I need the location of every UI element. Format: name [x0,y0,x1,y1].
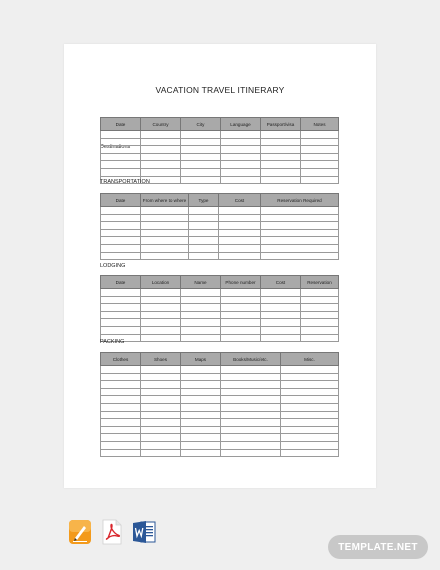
table-cell[interactable] [301,161,339,169]
table-cell[interactable] [261,138,301,146]
table-cell[interactable] [141,252,189,260]
pdf-icon[interactable] [100,519,124,545]
table-cell[interactable] [221,138,261,146]
lodging-table [100,275,339,342]
table-cell[interactable] [221,168,261,176]
table-cell[interactable] [181,373,221,381]
table-cell[interactable] [181,381,221,389]
table-cell[interactable] [141,289,181,297]
table-cell[interactable] [301,153,339,161]
table-cell[interactable] [261,229,339,237]
table-cell[interactable] [221,311,261,319]
table-row [101,229,339,237]
table-cell[interactable] [261,296,301,304]
table-cell[interactable] [141,388,181,396]
table-cell[interactable] [181,131,221,139]
table-cell[interactable] [221,161,261,169]
table-cell[interactable] [101,138,141,146]
table-cell[interactable] [189,237,219,245]
table-cell[interactable] [141,168,181,176]
table-header-row [101,118,339,131]
table-cell[interactable] [281,373,339,381]
table-cell[interactable] [281,396,339,404]
table-row [101,244,339,252]
table-header-row [101,194,339,207]
packing-table [100,352,339,457]
transportation-table [100,193,339,260]
document-title: VACATION TRAVEL ITINERARY [155,85,285,95]
table-cell[interactable] [101,434,141,442]
table-row [101,214,339,222]
table-cell[interactable] [141,237,189,245]
destinations-table [100,117,339,184]
table-row [101,153,339,161]
table-row [101,146,339,154]
table-row [101,373,339,381]
table-cell[interactable] [281,449,339,457]
table-cell[interactable] [261,207,339,215]
table-row [101,434,339,442]
table-cell[interactable] [141,373,181,381]
table-row [101,131,339,139]
table-cell[interactable] [181,289,221,297]
table-cell[interactable] [281,411,339,419]
table-row [101,419,339,427]
column-header: From where to where [141,194,189,207]
column-header: Name [181,276,221,289]
table-cell[interactable] [101,131,141,139]
table-cell[interactable] [221,426,281,434]
table-cell[interactable] [101,214,141,222]
table-cell[interactable] [181,366,221,374]
table-cell[interactable] [141,131,181,139]
column-header: Reservation [301,276,339,289]
table-cell[interactable] [181,449,221,457]
table-cell[interactable] [141,311,181,319]
table-cell[interactable] [221,396,281,404]
table-cell[interactable] [141,146,181,154]
table-cell[interactable] [101,168,141,176]
table-cell[interactable] [101,161,141,169]
column-header: Type [189,194,219,207]
table-cell[interactable] [261,214,339,222]
table-cell[interactable] [141,244,189,252]
table-cell[interactable] [101,366,141,374]
table-cell[interactable] [101,146,141,154]
column-header: Notes [301,118,339,131]
table-row [101,289,339,297]
section-label-transportation: TRANSPORTATION [100,179,150,185]
table-row [101,441,339,449]
table-cell[interactable] [261,319,301,327]
table-cell[interactable] [101,419,141,427]
table-row [101,296,339,304]
table-cell[interactable] [221,304,261,312]
table-cell[interactable] [261,153,301,161]
table-cell[interactable] [261,289,301,297]
column-header: Maps [181,353,221,366]
table-cell[interactable] [189,214,219,222]
table-row [101,403,339,411]
table-cell[interactable] [181,319,221,327]
table-row [101,161,339,169]
table-cell[interactable] [101,296,141,304]
table-cell[interactable] [301,326,339,334]
table-cell[interactable] [141,334,181,342]
table-cell[interactable] [141,207,189,215]
table-cell[interactable] [101,381,141,389]
table-cell[interactable] [101,403,141,411]
column-header: Date [101,276,141,289]
table-cell[interactable] [261,334,301,342]
table-cell[interactable] [141,381,181,389]
brand-badge[interactable]: TEMPLATE.NET [328,535,428,559]
column-header: Phone number [221,276,261,289]
table-cell[interactable] [141,319,181,327]
table-cell[interactable] [301,138,339,146]
table-cell[interactable] [181,168,221,176]
table-row [101,411,339,419]
column-header: Language [221,118,261,131]
table-cell[interactable] [221,434,281,442]
table-row [101,396,339,404]
table-row [101,207,339,215]
table-cell[interactable] [101,426,141,434]
column-header: Reservation Required [261,194,339,207]
table-cell[interactable] [141,296,181,304]
table-row [101,252,339,260]
table-row [101,304,339,312]
table-cell[interactable] [281,426,339,434]
table-cell[interactable] [101,388,141,396]
table-cell[interactable] [181,396,221,404]
table-cell[interactable] [101,244,141,252]
table-cell[interactable] [221,319,261,327]
table-cell[interactable] [181,441,221,449]
table-cell[interactable] [141,153,181,161]
table-cell[interactable] [281,403,339,411]
table-cell[interactable] [181,411,221,419]
table-cell[interactable] [181,176,221,184]
column-header: Cost [219,194,261,207]
column-header: Clothes [101,353,141,366]
format-icons [68,519,156,545]
column-header: Location [141,276,181,289]
column-header: Cost [261,276,301,289]
table-row [101,388,339,396]
table-cell[interactable] [141,326,181,334]
table-cell[interactable] [301,296,339,304]
table-cell[interactable] [141,419,181,427]
table-cell[interactable] [221,449,281,457]
table-cell[interactable] [219,207,261,215]
table-cell[interactable] [181,138,221,146]
table-cell[interactable] [181,419,221,427]
table-cell[interactable] [261,131,301,139]
section-label-lodging: LODGING [100,263,126,269]
pages-icon[interactable] [68,519,92,545]
table-cell[interactable] [301,319,339,327]
table-cell[interactable] [141,449,181,457]
table-cell[interactable] [221,441,281,449]
table-cell[interactable] [281,388,339,396]
table-cell[interactable] [181,388,221,396]
table-cell[interactable] [141,434,181,442]
table-cell[interactable] [301,289,339,297]
column-header: Date [101,118,141,131]
column-header: City [181,118,221,131]
table-cell[interactable] [141,214,189,222]
table-cell[interactable] [221,403,281,411]
table-cell[interactable] [189,229,219,237]
table-cell[interactable] [301,146,339,154]
table-cell[interactable] [221,334,261,342]
table-cell[interactable] [181,311,221,319]
table-cell[interactable] [141,441,181,449]
table-cell[interactable] [101,252,141,260]
table-cell[interactable] [261,326,301,334]
table-cell[interactable] [189,252,219,260]
table-cell[interactable] [141,304,181,312]
table-cell[interactable] [101,153,141,161]
table-row [101,381,339,389]
table-row [101,366,339,374]
table-cell[interactable] [261,176,301,184]
table-cell[interactable] [141,161,181,169]
table-cell[interactable] [281,381,339,389]
table-cell[interactable] [221,131,261,139]
table-cell[interactable] [221,289,261,297]
table-cell[interactable] [101,289,141,297]
table-cell[interactable] [189,222,219,230]
table-cell[interactable] [181,434,221,442]
table-row [101,237,339,245]
table-cell[interactable] [101,373,141,381]
table-cell[interactable] [141,396,181,404]
table-row [101,138,339,146]
table-cell[interactable] [101,326,141,334]
table-cell[interactable] [181,296,221,304]
table-cell[interactable] [101,304,141,312]
table-cell[interactable] [301,304,339,312]
table-cell[interactable] [141,229,189,237]
table-cell[interactable] [181,334,221,342]
table-cell[interactable] [221,296,261,304]
table-row [101,311,339,319]
table-cell[interactable] [219,222,261,230]
table-cell[interactable] [181,426,221,434]
table-cell[interactable] [281,441,339,449]
table-cell[interactable] [141,426,181,434]
table-cell[interactable] [221,176,261,184]
table-cell[interactable] [101,229,141,237]
table-cell[interactable] [101,441,141,449]
table-cell[interactable] [101,311,141,319]
column-header: Shoes [141,353,181,366]
table-cell[interactable] [301,168,339,176]
table-cell[interactable] [101,207,141,215]
table-cell[interactable] [101,396,141,404]
table-cell[interactable] [281,366,339,374]
table-cell[interactable] [101,319,141,327]
table-cell[interactable] [181,403,221,411]
word-icon[interactable] [132,519,156,545]
table-cell[interactable] [261,168,301,176]
table-header-row [101,276,339,289]
document-page [64,44,376,488]
table-cell[interactable] [189,244,219,252]
table-row [101,334,339,342]
table-cell[interactable] [141,403,181,411]
table-header-row [101,353,339,366]
table-cell[interactable] [181,153,221,161]
table-cell[interactable] [261,222,339,230]
table-cell[interactable] [221,381,281,389]
column-header: Misc. [281,353,339,366]
table-cell[interactable] [261,146,301,154]
section-label-packing: PACKING [100,339,125,345]
table-cell[interactable] [181,304,221,312]
table-row [101,449,339,457]
table-cell[interactable] [221,373,281,381]
table-cell[interactable] [181,326,221,334]
table-cell[interactable] [141,366,181,374]
table-cell[interactable] [221,388,281,396]
table-cell[interactable] [101,237,141,245]
table-cell[interactable] [301,334,339,342]
table-cell[interactable] [221,146,261,154]
table-row [101,426,339,434]
table-cell[interactable] [141,222,189,230]
table-cell[interactable] [261,252,339,260]
table-cell[interactable] [219,237,261,245]
table-cell[interactable] [219,214,261,222]
table-cell[interactable] [181,146,221,154]
table-cell[interactable] [281,419,339,427]
table-cell[interactable] [219,244,261,252]
table-cell[interactable] [221,366,281,374]
table-cell[interactable] [221,153,261,161]
table-cell[interactable] [301,176,339,184]
table-row [101,168,339,176]
table-cell[interactable] [221,411,281,419]
table-row [101,222,339,230]
table-cell[interactable] [101,411,141,419]
table-row [101,319,339,327]
table-cell[interactable] [101,449,141,457]
table-cell[interactable] [221,419,281,427]
table-cell[interactable] [219,229,261,237]
table-cell[interactable] [189,207,219,215]
section-label-destinations: Destinations [100,144,131,150]
table-cell[interactable] [101,222,141,230]
column-header: Passport/visa [261,118,301,131]
table-cell[interactable] [261,244,339,252]
table-cell[interactable] [141,411,181,419]
table-cell[interactable] [181,161,221,169]
table-cell[interactable] [219,252,261,260]
table-cell[interactable] [261,161,301,169]
table-cell[interactable] [261,237,339,245]
table-cell[interactable] [281,434,339,442]
table-cell[interactable] [221,326,261,334]
table-cell[interactable] [141,138,181,146]
column-header: Country [141,118,181,131]
table-cell[interactable] [301,131,339,139]
table-cell[interactable] [301,311,339,319]
table-cell[interactable] [261,311,301,319]
column-header: Books/Music/etc. [221,353,281,366]
table-cell[interactable] [261,304,301,312]
column-header: Date [101,194,141,207]
table-row [101,326,339,334]
